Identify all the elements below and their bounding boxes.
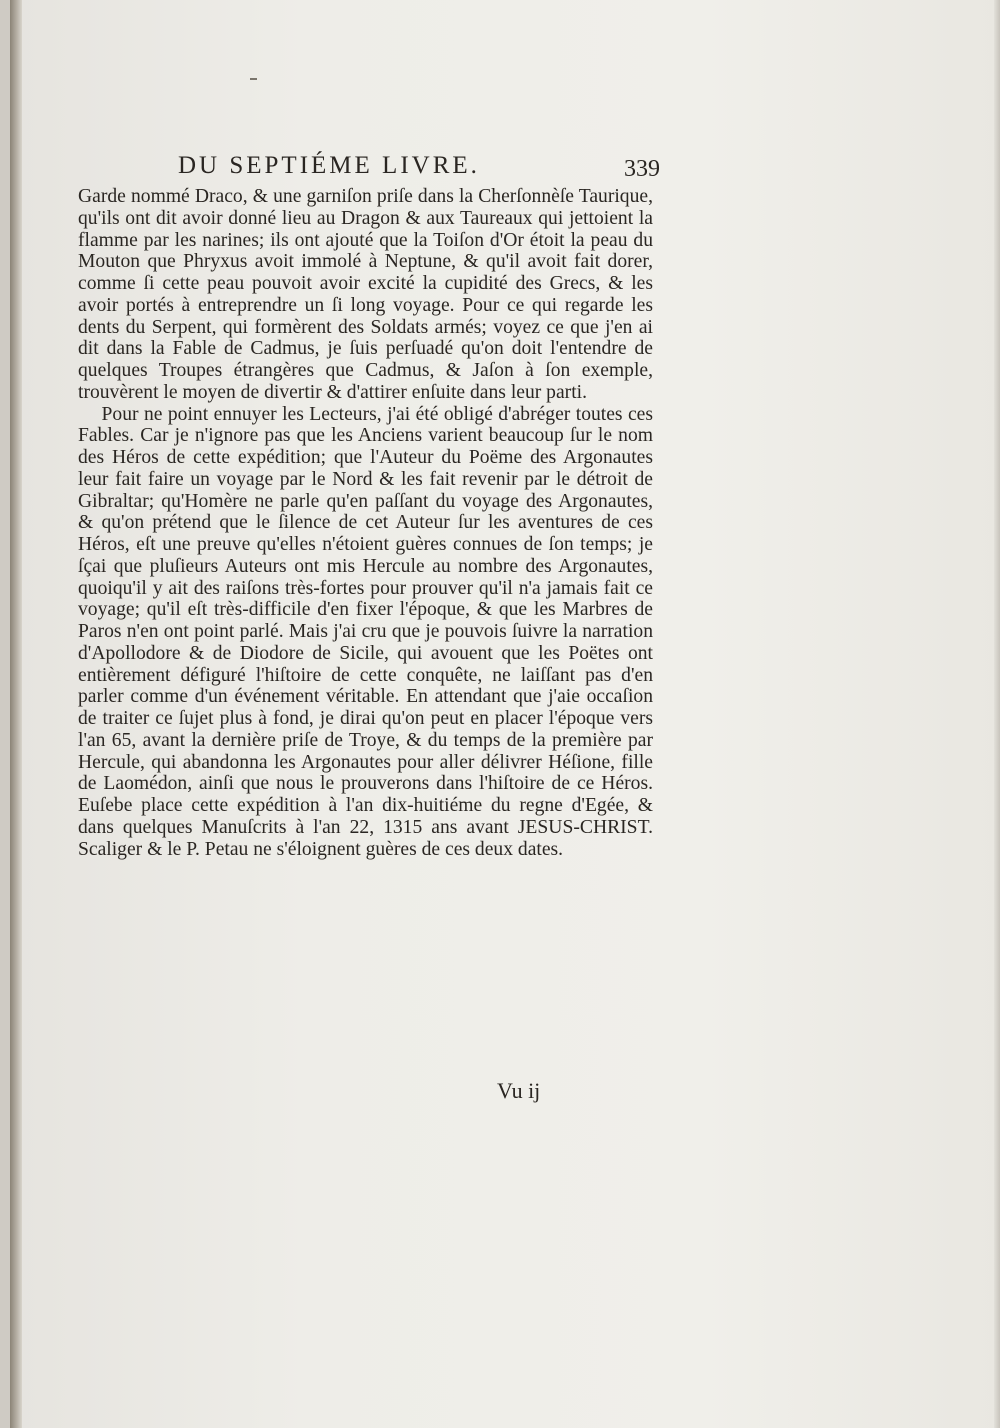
running-head: DU SEPTIÉME LIVRE. <box>178 152 480 179</box>
page-edge <box>994 0 1000 1428</box>
body-text <box>78 186 653 860</box>
signature-mark: Vu ij <box>497 1078 541 1103</box>
paragraph-2: Pour ne point ennuyer les Lecteurs, j'ai été obligé d'abréger toutes ces Fables. Car je n'ignore pas que les Anciens varient beaucoup ſur le nom des Héros de cette expédition; que l'Auteur du Poëme des Argonautes leur fait faire un voyage par le Nord & les fait revenir par le détroit de Gibraltar; qu'Homère ne parle qu'en paſſant du voyage des Argonautes, & qu'on prétend que le ſilence de cet Auteur ſur les aventures de ces Héros, eſt une preuve qu'elles n'étoient guères connues de ſon temps; je ſçai que pluſieurs Auteurs ont mis Hercule au nombre des Argonautes, quoiqu'il y ait des raiſons très-fortes pour prouver qu'il n'a jamais fait ce voyage; qu'il eſt très-difficile d'en fixer l'époque, & que les Marbres de Paros n'en ont point parlé. Mais j'ai cru que je pouvois ſuivre la narration d'Apollodore & de Diodore de Sicile, qui avouent que les Poëtes ont entièrement défiguré l'hiſtoire de cette conquête, ne laiſſant pas d'en parler comme d'un événement véritable. En attendant que j'aie occaſion de traiter ce ſujet plus à fond, je dirai qu'on peut en placer l'époque vers l'an 65, avant la dernière priſe de Troye, & du temps de la première par Hercule, qui abandonna les Argonautes pour aller délivrer Héſione, fille de Laomédon, ainſi que nous le prouverons dans l'hiſtoire de ce Héros. Euſebe place cette expédition à l'an dix-huitiéme du regne d'Egée, & dans quelques Manuſcrits à l'an 22, 1315 ans avant JESUS-CHRIST. Scaliger & le P. Petau ne s'éloignent guères de ces deux dates. <box>78 403 653 860</box>
binding-gutter <box>10 0 22 1428</box>
page-number: 339 <box>624 156 660 182</box>
ink-mark <box>250 78 257 80</box>
paragraph-1: Garde nommé Draco, & une garniſon priſe dans la Cherſonnèſe Taurique, qu'ils ont dit avoir donné lieu au Dragon & aux Taureaux qui jettoient la flamme par les narines; ils ont ajouté que la Toiſon d'Or étoit la peau du Mouton que Phryxus avoit immolé à Neptune, & qu'il avoit fait dorer, comme ſi cette peau pouvoit avoir excité la cupidité des Grecs, & les avoir portés à entreprendre un ſi long voyage. Pour ce qui regarde les dents du Serpent, qui formèrent des Soldats armés; voyez ce que j'en ai dit dans la Fable de Cadmus, je ſuis perſuadé qu'on doit l'entendre de quelques Troupes étrangères que Cadmus, & Jaſon à ſon exemple, trouvèrent le moyen de divertir & d'attirer enſuite dans leur parti. <box>78 186 653 403</box>
